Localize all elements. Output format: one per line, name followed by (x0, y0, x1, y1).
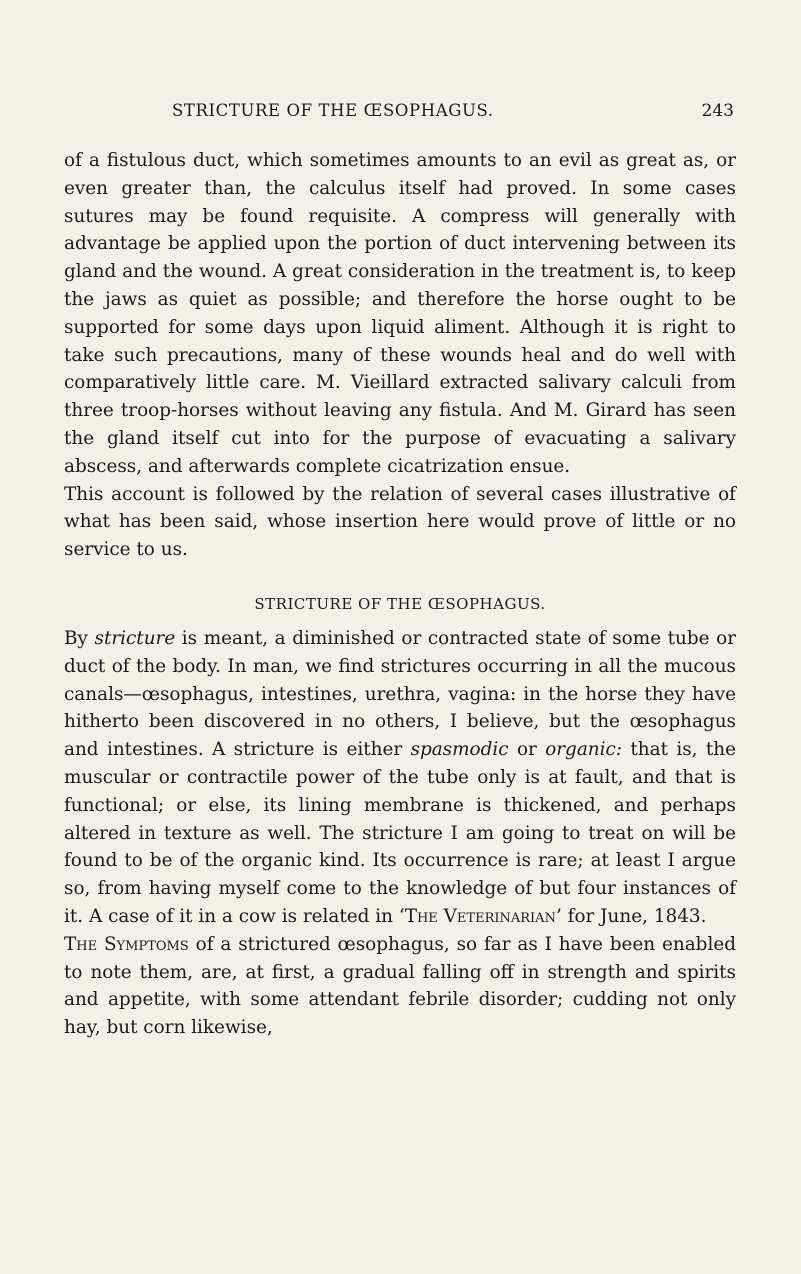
p3-term-stricture: stricture (94, 627, 176, 649)
paragraph-2: This account is followed by the relation of several cases illustrative of what has been said, whose insertion here would prove of little or no service to us. (64, 483, 736, 561)
page-number: 243 (701, 101, 734, 121)
paragraph-3 (64, 625, 736, 931)
p4-text: of a strictured œsophagus, so far as I have been enabled to note them, are, at first, a gradual falling off in strength and spirits and appetite, with some attendant febrile disorder; cudding not only hay, but corn likewise, (64, 933, 736, 1039)
running-head (64, 101, 734, 125)
section-heading: STRICTURE OF THE ŒSOPHAGUS. (254, 594, 546, 613)
p3-term-spasmodic: spasmodic (410, 739, 509, 761)
p4-symptoms-heading: The Symptoms (64, 933, 189, 955)
running-title: STRICTURE OF THE ŒSOPHAGUS. (172, 101, 494, 120)
paragraph-1: of a fistulous duct, which sometimes amounts to an evil as great as, or even greater than, the calculus itself had proved. In some cases sutures may be found requisite. A compress will generally with advantage be applied upon the portion of duct intervening between its gland and the wound. A great consideration in the treatment is, to keep the jaws as quiet as possible; and therefore the horse ought to be supported for some days upon liquid aliment. Although it is right to take such precautions, many of these wounds heal and do well with comparatively little care. M. Vieillard extracted salivary calculi from three troop-horses without leaving any fistula. And M. Girard has seen the gland itself cut into for the purpose of evacuating a salivary abscess, and afterwards complete cicatrization ensue. (64, 150, 736, 477)
body-text (64, 147, 736, 1042)
p3-term-organic: organic: (545, 739, 623, 761)
p3-text-or: or (508, 739, 546, 761)
p3-text-c: that is, the muscular or contractile power of the tube only is at fault, and that is functional; or else, its lining membrane is thickened, and perhaps altered in texture as well. The stricture I am going to treat on will be found to be of the organic kind. Its occurrence is rare; at least I argue so, from having myself come to the knowledge of but four instances of it. A case of it in a cow is related in ‘ (64, 739, 736, 927)
p3-text-d: ’ for June, 1843. (555, 905, 707, 927)
p3-text-b: is meant, a diminished or contracted state of some tube or duct of the body. In man, we find strictures occurring in all the mucous canals—œsophagus, intestines, urethra, vagina: in the horse they have hitherto been discovered in no others, I believe, but the œsophagus and intestines. A stricture is either (64, 627, 736, 761)
paragraph-4 (64, 931, 736, 1042)
p3-journal-title: The Veterinarian (404, 905, 556, 927)
p3-text-a: By (64, 627, 95, 649)
